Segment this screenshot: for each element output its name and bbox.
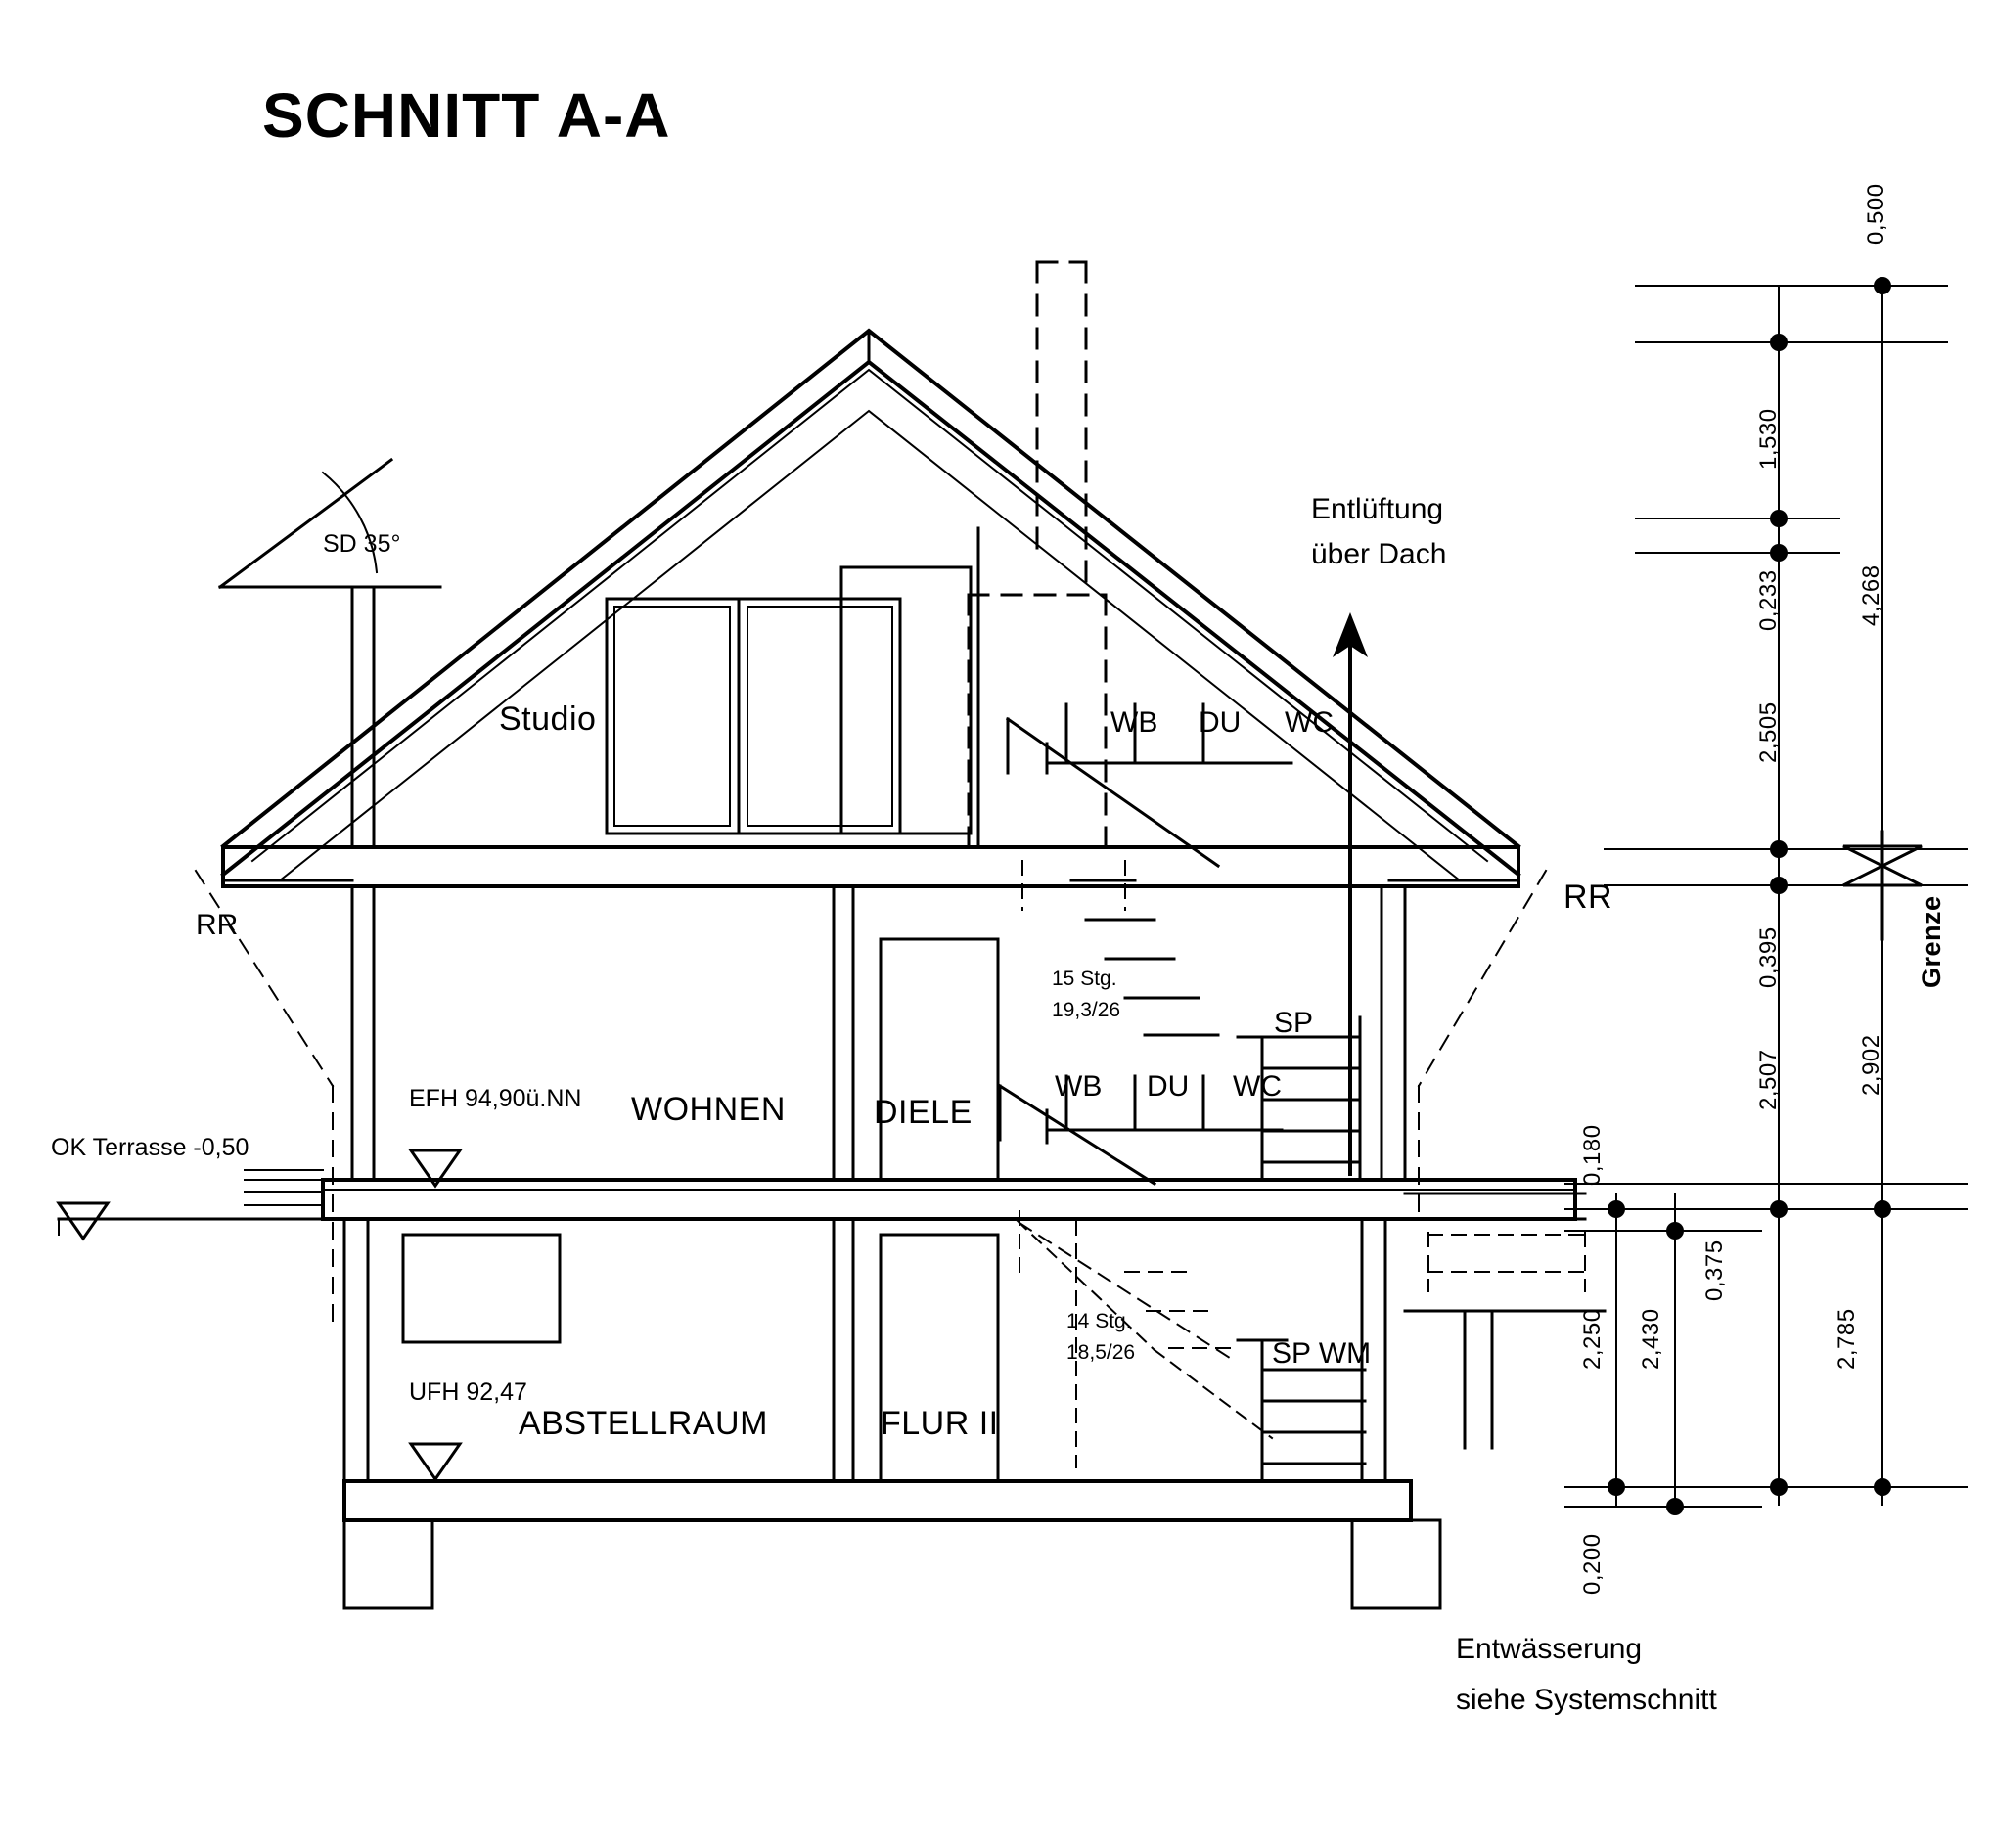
fixture-ground-wc: WC bbox=[1233, 1070, 1282, 1103]
level-ufh-label: UFH 92,47 bbox=[409, 1378, 527, 1406]
fixture-attic-wb: WB bbox=[1110, 706, 1158, 739]
roof-pitch-label: SD 35° bbox=[323, 530, 401, 558]
stair-count-upper: 15 Stg. bbox=[1052, 968, 1117, 990]
room-label-studio: Studio bbox=[499, 700, 597, 738]
dimension-2785: 2,785 bbox=[1834, 1308, 1860, 1370]
drainage-note-line2: siehe Systemschnitt bbox=[1456, 1684, 1717, 1716]
vent-note-line1: Entlüftung bbox=[1311, 493, 1444, 525]
dimension-1530: 1,530 bbox=[1755, 408, 1782, 470]
room-label-diele: DIELE bbox=[874, 1094, 973, 1131]
dimension-2430: 2,430 bbox=[1638, 1308, 1664, 1370]
level-efh-label: EFH 94,90ü.NN bbox=[409, 1085, 582, 1112]
fixture-attic-wc: WC bbox=[1285, 706, 1334, 739]
fixture-attic-du: DU bbox=[1199, 706, 1242, 739]
stair-count-lower: 14 Stg. bbox=[1066, 1310, 1132, 1332]
stair-rise-upper: 19,3/26 bbox=[1052, 999, 1121, 1021]
dimension-0200: 0,200 bbox=[1579, 1533, 1606, 1595]
fixture-ground-du: DU bbox=[1147, 1070, 1190, 1103]
dimension-0500: 0,500 bbox=[1863, 183, 1889, 245]
dimension-total-2902: 2,902 bbox=[1858, 1034, 1884, 1096]
boundary-label-grenze: Grenze bbox=[1917, 895, 1946, 988]
vent-note-line2: über Dach bbox=[1311, 538, 1447, 570]
rr-label-right: RR bbox=[1563, 879, 1613, 916]
level-ok-terrasse-label: OK Terrasse -0,50 bbox=[51, 1134, 249, 1161]
room-label-abstellraum: ABSTELLRAUM bbox=[519, 1405, 768, 1442]
stair-rise-lower: 18,5/26 bbox=[1066, 1341, 1136, 1364]
dimension-2507: 2,507 bbox=[1755, 1049, 1782, 1110]
fixture-sp-wm-basement: SP WM bbox=[1272, 1337, 1372, 1370]
room-label-wohnen: WOHNEN bbox=[631, 1091, 786, 1128]
dimension-2250: 2,250 bbox=[1579, 1308, 1606, 1370]
dimension-0375: 0,375 bbox=[1701, 1240, 1728, 1301]
dimension-2505: 2,505 bbox=[1755, 701, 1782, 763]
dimension-0233: 0,233 bbox=[1755, 569, 1782, 631]
fixture-sp-ground: SP bbox=[1274, 1007, 1314, 1039]
dimension-total-4268: 4,268 bbox=[1858, 564, 1884, 626]
page-title: SCHNITT A-A bbox=[262, 80, 671, 151]
drainage-note-line1: Entwässerung bbox=[1456, 1633, 1643, 1665]
dimension-0395: 0,395 bbox=[1755, 926, 1782, 988]
room-label-flur: FLUR II bbox=[881, 1405, 999, 1442]
rr-label-left: RR bbox=[196, 909, 239, 941]
fixture-ground-wb: WB bbox=[1055, 1070, 1103, 1103]
dimension-0180: 0,180 bbox=[1579, 1124, 1606, 1186]
